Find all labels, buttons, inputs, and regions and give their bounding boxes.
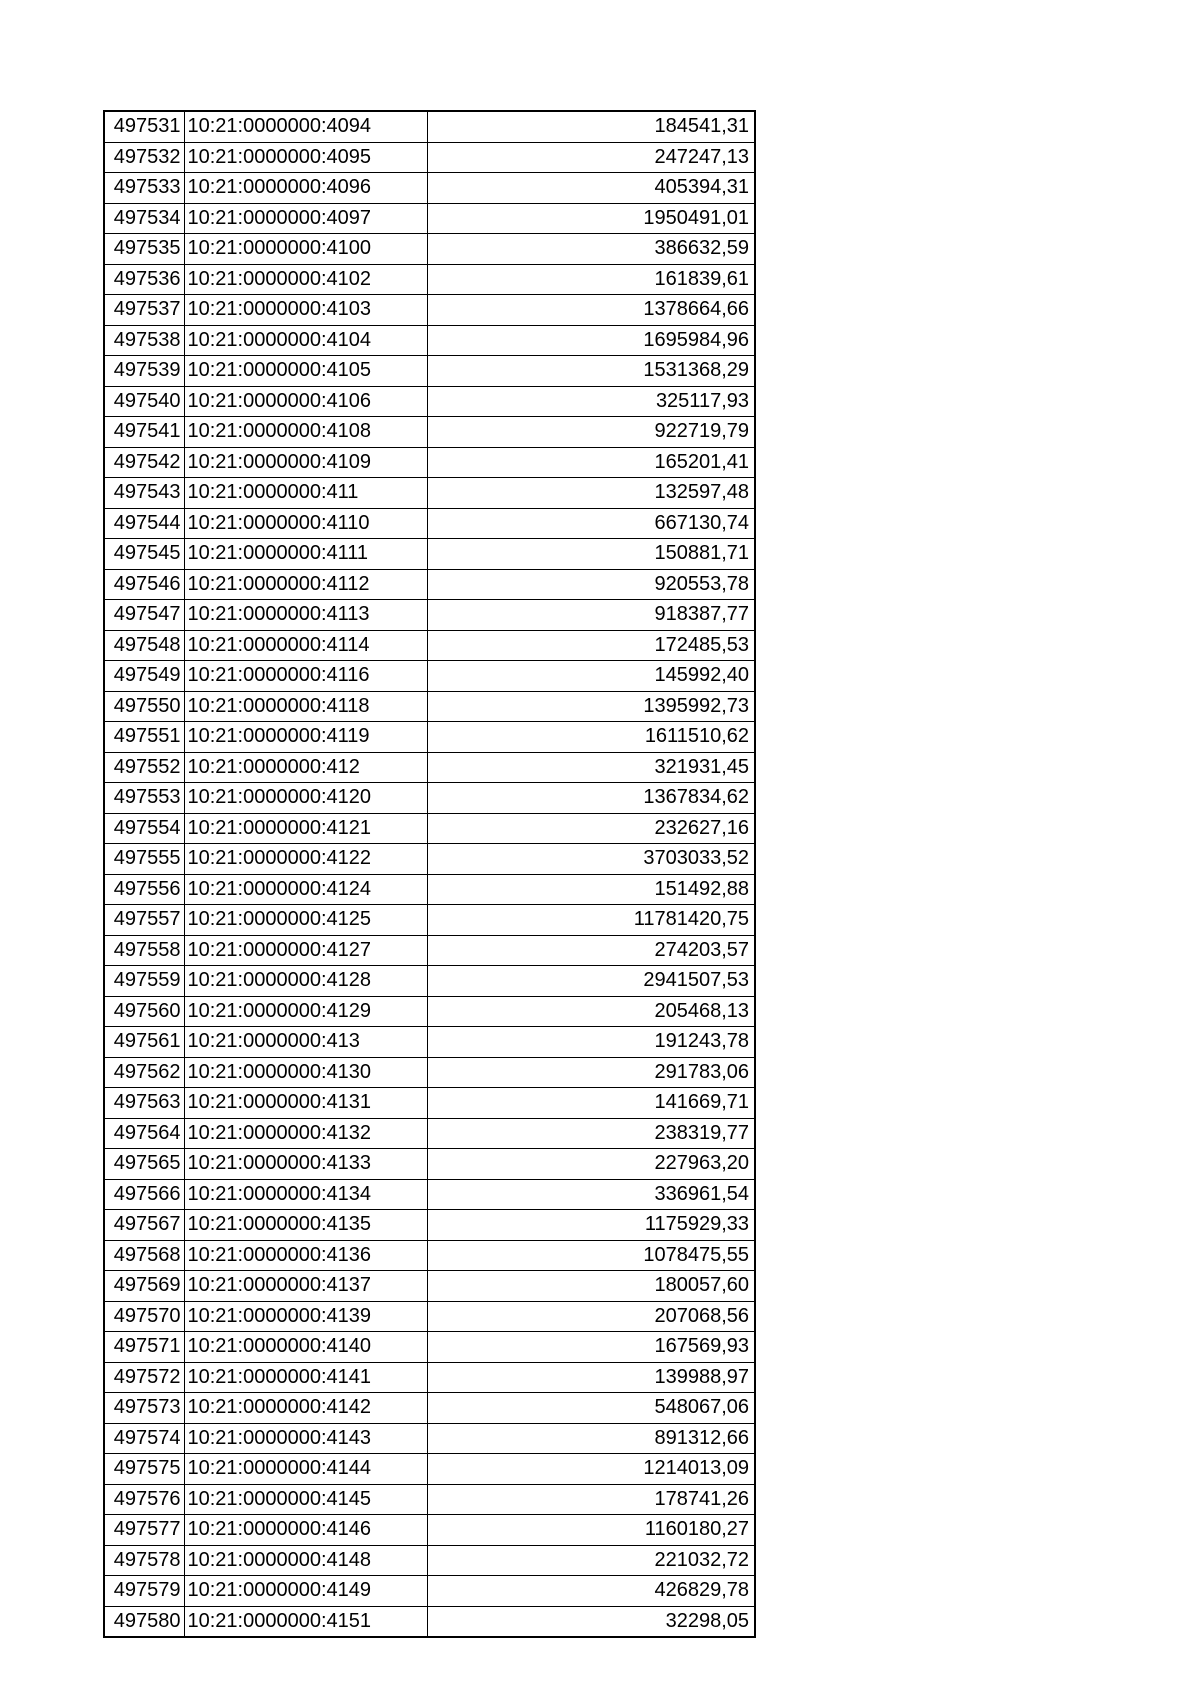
table-row — [104, 966, 755, 997]
amount-cell: 221032,72 — [427, 1545, 755, 1576]
cadastral-number-cell: 10:21:0000000:4100 — [184, 234, 427, 265]
row-id-cell: 497569 — [104, 1271, 184, 1302]
table-row — [104, 752, 755, 783]
table-row — [104, 1484, 755, 1515]
row-id-cell: 497574 — [104, 1423, 184, 1454]
cadastral-number-cell: 10:21:0000000:4103 — [184, 295, 427, 326]
table-row — [104, 935, 755, 966]
cadastral-number-cell: 10:21:0000000:4094 — [184, 111, 427, 142]
table-body — [104, 111, 755, 1637]
row-id-cell: 497580 — [104, 1606, 184, 1637]
cadastral-number-cell: 10:21:0000000:4128 — [184, 966, 427, 997]
amount-cell: 32298,05 — [427, 1606, 755, 1637]
amount-cell: 1395992,73 — [427, 691, 755, 722]
table-row — [104, 417, 755, 448]
cadastral-number-cell: 10:21:0000000:4146 — [184, 1515, 427, 1546]
amount-cell: 227963,20 — [427, 1149, 755, 1180]
amount-cell: 161839,61 — [427, 264, 755, 295]
table-row — [104, 264, 755, 295]
table-row — [104, 1423, 755, 1454]
row-id-cell: 497548 — [104, 630, 184, 661]
row-id-cell: 497558 — [104, 935, 184, 966]
row-id-cell: 497554 — [104, 813, 184, 844]
row-id-cell: 497572 — [104, 1362, 184, 1393]
table-row — [104, 1576, 755, 1607]
cadastral-number-cell: 10:21:0000000:4122 — [184, 844, 427, 875]
row-id-cell: 497568 — [104, 1240, 184, 1271]
row-id-cell: 497560 — [104, 996, 184, 1027]
cadastral-number-cell: 10:21:0000000:4121 — [184, 813, 427, 844]
cadastral-number-cell: 10:21:0000000:4139 — [184, 1301, 427, 1332]
cadastral-number-cell: 10:21:0000000:4132 — [184, 1118, 427, 1149]
row-id-cell: 497564 — [104, 1118, 184, 1149]
cadastral-number-cell: 10:21:0000000:4127 — [184, 935, 427, 966]
table-row — [104, 1027, 755, 1058]
cadastral-number-cell: 10:21:0000000:4114 — [184, 630, 427, 661]
row-id-cell: 497543 — [104, 478, 184, 509]
cadastral-number-cell: 10:21:0000000:4135 — [184, 1210, 427, 1241]
row-id-cell: 497570 — [104, 1301, 184, 1332]
amount-cell: 167569,93 — [427, 1332, 755, 1363]
cadastral-number-cell: 10:21:0000000:4143 — [184, 1423, 427, 1454]
row-id-cell: 497538 — [104, 325, 184, 356]
table-row — [104, 1454, 755, 1485]
table-row — [104, 1240, 755, 1271]
amount-cell: 1378664,66 — [427, 295, 755, 326]
cadastral-number-cell: 10:21:0000000:4106 — [184, 386, 427, 417]
row-id-cell: 497537 — [104, 295, 184, 326]
amount-cell: 139988,97 — [427, 1362, 755, 1393]
table-row — [104, 1271, 755, 1302]
row-id-cell: 497547 — [104, 600, 184, 631]
cadastral-number-cell: 10:21:0000000:4116 — [184, 661, 427, 692]
row-id-cell: 497552 — [104, 752, 184, 783]
row-id-cell: 497555 — [104, 844, 184, 875]
row-id-cell: 497533 — [104, 173, 184, 204]
row-id-cell: 497540 — [104, 386, 184, 417]
cadastral-number-cell: 10:21:0000000:4129 — [184, 996, 427, 1027]
table-row — [104, 1210, 755, 1241]
table-row — [104, 386, 755, 417]
row-id-cell: 497551 — [104, 722, 184, 753]
table-row — [104, 1545, 755, 1576]
amount-cell: 922719,79 — [427, 417, 755, 448]
cadastral-number-cell: 10:21:0000000:4131 — [184, 1088, 427, 1119]
data-table — [103, 110, 756, 1638]
amount-cell: 150881,71 — [427, 539, 755, 570]
amount-cell: 1950491,01 — [427, 203, 755, 234]
amount-cell: 325117,93 — [427, 386, 755, 417]
amount-cell: 2941507,53 — [427, 966, 755, 997]
amount-cell: 232627,16 — [427, 813, 755, 844]
amount-cell: 205468,13 — [427, 996, 755, 1027]
row-id-cell: 497534 — [104, 203, 184, 234]
cadastral-number-cell: 10:21:0000000:4112 — [184, 569, 427, 600]
table-row — [104, 661, 755, 692]
row-id-cell: 497546 — [104, 569, 184, 600]
cadastral-number-cell: 10:21:0000000:4137 — [184, 1271, 427, 1302]
cadastral-number-cell: 10:21:0000000:4149 — [184, 1576, 427, 1607]
row-id-cell: 497562 — [104, 1057, 184, 1088]
table-row — [104, 295, 755, 326]
amount-cell: 11781420,75 — [427, 905, 755, 936]
table-row — [104, 142, 755, 173]
amount-cell: 1695984,96 — [427, 325, 755, 356]
table-row — [104, 630, 755, 661]
row-id-cell: 497532 — [104, 142, 184, 173]
table-row — [104, 1332, 755, 1363]
amount-cell: 184541,31 — [427, 111, 755, 142]
amount-cell: 207068,56 — [427, 1301, 755, 1332]
cadastral-number-cell: 10:21:0000000:4133 — [184, 1149, 427, 1180]
row-id-cell: 497549 — [104, 661, 184, 692]
table-row — [104, 905, 755, 936]
amount-cell: 274203,57 — [427, 935, 755, 966]
table-row — [104, 203, 755, 234]
amount-cell: 920553,78 — [427, 569, 755, 600]
cadastral-number-cell: 10:21:0000000:4113 — [184, 600, 427, 631]
cadastral-number-cell: 10:21:0000000:4118 — [184, 691, 427, 722]
amount-cell: 321931,45 — [427, 752, 755, 783]
table-row — [104, 844, 755, 875]
cadastral-number-cell: 10:21:0000000:411 — [184, 478, 427, 509]
table-row — [104, 722, 755, 753]
cadastral-number-cell: 10:21:0000000:4145 — [184, 1484, 427, 1515]
cadastral-number-cell: 10:21:0000000:4102 — [184, 264, 427, 295]
row-id-cell: 497542 — [104, 447, 184, 478]
table-row — [104, 600, 755, 631]
cadastral-number-cell: 10:21:0000000:4104 — [184, 325, 427, 356]
amount-cell: 426829,78 — [427, 1576, 755, 1607]
row-id-cell: 497539 — [104, 356, 184, 387]
table-row — [104, 569, 755, 600]
cadastral-number-cell: 10:21:0000000:4105 — [184, 356, 427, 387]
table-row — [104, 1179, 755, 1210]
row-id-cell: 497559 — [104, 966, 184, 997]
row-id-cell: 497575 — [104, 1454, 184, 1485]
row-id-cell: 497566 — [104, 1179, 184, 1210]
row-id-cell: 497550 — [104, 691, 184, 722]
row-id-cell: 497578 — [104, 1545, 184, 1576]
table-row — [104, 1088, 755, 1119]
amount-cell: 1214013,09 — [427, 1454, 755, 1485]
row-id-cell: 497576 — [104, 1484, 184, 1515]
table-row — [104, 996, 755, 1027]
row-id-cell: 497579 — [104, 1576, 184, 1607]
cadastral-number-cell: 10:21:0000000:4111 — [184, 539, 427, 570]
cadastral-number-cell: 10:21:0000000:4120 — [184, 783, 427, 814]
cadastral-number-cell: 10:21:0000000:4130 — [184, 1057, 427, 1088]
table-row — [104, 1057, 755, 1088]
table-row — [104, 1515, 755, 1546]
amount-cell: 667130,74 — [427, 508, 755, 539]
table-row — [104, 234, 755, 265]
table-row — [104, 478, 755, 509]
cadastral-number-cell: 10:21:0000000:4142 — [184, 1393, 427, 1424]
amount-cell: 336961,54 — [427, 1179, 755, 1210]
table-row — [104, 1118, 755, 1149]
row-id-cell: 497545 — [104, 539, 184, 570]
row-id-cell: 497567 — [104, 1210, 184, 1241]
cadastral-number-cell: 10:21:0000000:4141 — [184, 1362, 427, 1393]
table-row — [104, 508, 755, 539]
amount-cell: 1531368,29 — [427, 356, 755, 387]
table-row — [104, 813, 755, 844]
amount-cell: 3703033,52 — [427, 844, 755, 875]
row-id-cell: 497541 — [104, 417, 184, 448]
cadastral-number-cell: 10:21:0000000:413 — [184, 1027, 427, 1058]
table-row — [104, 1301, 755, 1332]
amount-cell: 1367834,62 — [427, 783, 755, 814]
cadastral-number-cell: 10:21:0000000:4097 — [184, 203, 427, 234]
table-row — [104, 691, 755, 722]
amount-cell: 247247,13 — [427, 142, 755, 173]
row-id-cell: 497531 — [104, 111, 184, 142]
cadastral-number-cell: 10:21:0000000:4110 — [184, 508, 427, 539]
row-id-cell: 497563 — [104, 1088, 184, 1119]
cadastral-number-cell: 10:21:0000000:4136 — [184, 1240, 427, 1271]
table-row — [104, 325, 755, 356]
cadastral-number-cell: 10:21:0000000:4096 — [184, 173, 427, 204]
table-row — [104, 447, 755, 478]
table-row — [104, 783, 755, 814]
table-row — [104, 1606, 755, 1637]
amount-cell: 548067,06 — [427, 1393, 755, 1424]
cadastral-number-cell: 10:21:0000000:4095 — [184, 142, 427, 173]
row-id-cell: 497553 — [104, 783, 184, 814]
row-id-cell: 497577 — [104, 1515, 184, 1546]
row-id-cell: 497561 — [104, 1027, 184, 1058]
amount-cell: 1160180,27 — [427, 1515, 755, 1546]
amount-cell: 172485,53 — [427, 630, 755, 661]
row-id-cell: 497544 — [104, 508, 184, 539]
row-id-cell: 497573 — [104, 1393, 184, 1424]
row-id-cell: 497565 — [104, 1149, 184, 1180]
cadastral-number-cell: 10:21:0000000:4140 — [184, 1332, 427, 1363]
amount-cell: 918387,77 — [427, 600, 755, 631]
table-row — [104, 1393, 755, 1424]
cadastral-number-cell: 10:21:0000000:4125 — [184, 905, 427, 936]
amount-cell: 1175929,33 — [427, 1210, 755, 1241]
amount-cell: 386632,59 — [427, 234, 755, 265]
table-row — [104, 1362, 755, 1393]
row-id-cell: 497536 — [104, 264, 184, 295]
row-id-cell: 497535 — [104, 234, 184, 265]
cadastral-number-cell: 10:21:0000000:412 — [184, 752, 427, 783]
amount-cell: 1078475,55 — [427, 1240, 755, 1271]
amount-cell: 141669,71 — [427, 1088, 755, 1119]
amount-cell: 165201,41 — [427, 447, 755, 478]
cadastral-number-cell: 10:21:0000000:4148 — [184, 1545, 427, 1576]
amount-cell: 151492,88 — [427, 874, 755, 905]
cadastral-number-cell: 10:21:0000000:4134 — [184, 1179, 427, 1210]
amount-cell: 145992,40 — [427, 661, 755, 692]
amount-cell: 1611510,62 — [427, 722, 755, 753]
cadastral-number-cell: 10:21:0000000:4108 — [184, 417, 427, 448]
table-row — [104, 539, 755, 570]
row-id-cell: 497557 — [104, 905, 184, 936]
row-id-cell: 497556 — [104, 874, 184, 905]
table-row — [104, 1149, 755, 1180]
table-row — [104, 173, 755, 204]
amount-cell: 178741,26 — [427, 1484, 755, 1515]
row-id-cell: 497571 — [104, 1332, 184, 1363]
cadastral-number-cell: 10:21:0000000:4119 — [184, 722, 427, 753]
amount-cell: 405394,31 — [427, 173, 755, 204]
amount-cell: 191243,78 — [427, 1027, 755, 1058]
table-row — [104, 111, 755, 142]
amount-cell: 291783,06 — [427, 1057, 755, 1088]
amount-cell: 238319,77 — [427, 1118, 755, 1149]
table-row — [104, 874, 755, 905]
amount-cell: 132597,48 — [427, 478, 755, 509]
cadastral-number-cell: 10:21:0000000:4144 — [184, 1454, 427, 1485]
cadastral-number-cell: 10:21:0000000:4124 — [184, 874, 427, 905]
cadastral-number-cell: 10:21:0000000:4109 — [184, 447, 427, 478]
amount-cell: 180057,60 — [427, 1271, 755, 1302]
cadastral-number-cell: 10:21:0000000:4151 — [184, 1606, 427, 1637]
amount-cell: 891312,66 — [427, 1423, 755, 1454]
table-row — [104, 356, 755, 387]
